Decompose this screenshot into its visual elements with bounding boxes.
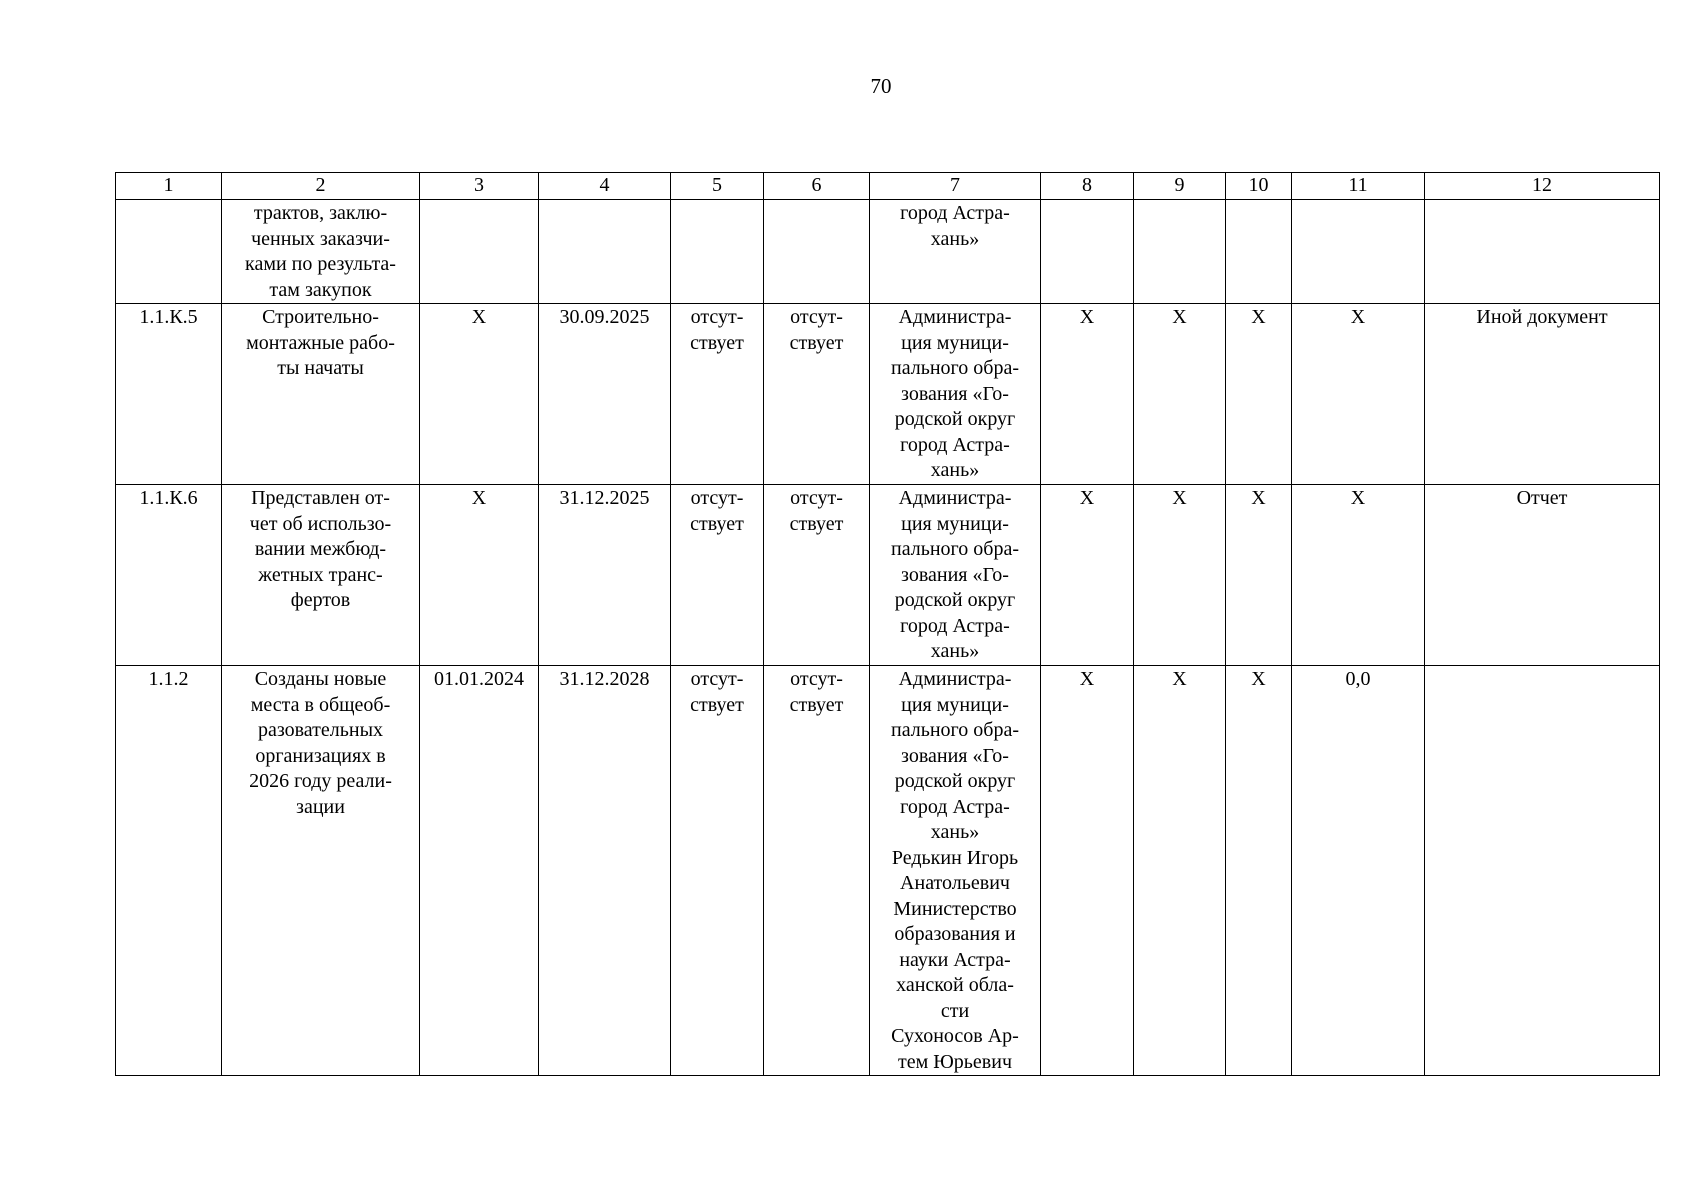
column-number: 7: [870, 173, 1041, 200]
table-cell: отсут- ствует: [671, 304, 764, 485]
table-cell: отсут- ствует: [671, 666, 764, 1076]
table-cell: Отчет: [1425, 485, 1660, 666]
table-cell: [1226, 200, 1292, 304]
table-cell: Х: [1226, 666, 1292, 1076]
table-cell: [1425, 200, 1660, 304]
table-row: [116, 200, 1660, 304]
table-cell: Х: [1226, 485, 1292, 666]
table-cell: город Астра- хань»: [870, 200, 1041, 304]
table-cell: отсут- ствует: [764, 304, 870, 485]
table-cell: Х: [420, 304, 539, 485]
column-number: 3: [420, 173, 539, 200]
column-number: 2: [222, 173, 420, 200]
table-cell: Х: [1292, 304, 1425, 485]
table-cell: [539, 200, 671, 304]
table-cell: [116, 200, 222, 304]
table-cell: Администра- ция муници- пального обра- зования «Го- родской округ город Астра- хань»: [870, 485, 1041, 666]
table-cell: 1.1.К.5: [116, 304, 222, 485]
column-number: 8: [1041, 173, 1134, 200]
table-cell: трактов, заклю- ченных заказчи- ками по результа- там закупок: [222, 200, 420, 304]
column-number: 9: [1134, 173, 1226, 200]
table-cell: [1425, 666, 1660, 1076]
table-cell: 31.12.2028: [539, 666, 671, 1076]
table-cell: отсут- ствует: [764, 485, 870, 666]
column-number: 4: [539, 173, 671, 200]
table-cell: 31.12.2025: [539, 485, 671, 666]
column-number: 1: [116, 173, 222, 200]
table-cell: Х: [1041, 666, 1134, 1076]
plan-table: [115, 172, 1660, 1076]
table-cell: Х: [1292, 485, 1425, 666]
table-cell: Х: [420, 485, 539, 666]
table-row: [116, 485, 1660, 666]
column-number: 12: [1425, 173, 1660, 200]
table-cell: Администра- ция муници- пального обра- зования «Го- родской округ город Астра- хань»: [870, 304, 1041, 485]
table-cell: [1292, 200, 1425, 304]
table-row: [116, 666, 1660, 1076]
table-cell: Администра- ция муници- пального обра- зования «Го- родской округ город Астра- хань» Редькин Игорь Анатольевич Министерство образования и науки Астра- ханской обла- сти Сухоносов Ар- тем Юрьевич: [870, 666, 1041, 1076]
table-cell: 30.09.2025: [539, 304, 671, 485]
table-cell: отсут- ствует: [764, 666, 870, 1076]
column-number: 6: [764, 173, 870, 200]
table-cell: 1.1.К.6: [116, 485, 222, 666]
table-cell: [1134, 200, 1226, 304]
table-cell: Х: [1134, 666, 1226, 1076]
column-number: 5: [671, 173, 764, 200]
table-cell: Строительно- монтажные рабо- ты начаты: [222, 304, 420, 485]
column-number: 11: [1292, 173, 1425, 200]
table-row: [116, 304, 1660, 485]
column-number-row: [116, 173, 1660, 200]
table-cell: 1.1.2: [116, 666, 222, 1076]
table-cell: [1041, 200, 1134, 304]
table-cell: [764, 200, 870, 304]
column-number: 10: [1226, 173, 1292, 200]
table-cell: Х: [1041, 485, 1134, 666]
table-cell: Х: [1134, 485, 1226, 666]
table-cell: Иной документ: [1425, 304, 1660, 485]
table-cell: Созданы новые места в общеоб- разовательных организациях в 2026 году реали- зации: [222, 666, 420, 1076]
table-cell: Х: [1134, 304, 1226, 485]
table-cell: [671, 200, 764, 304]
page-number: 70: [870, 74, 892, 98]
table-cell: Представлен от- чет об использо- вании межбюд- жетных транс- фертов: [222, 485, 420, 666]
table-cell: [420, 200, 539, 304]
table-cell: Х: [1226, 304, 1292, 485]
table-cell: 0,0: [1292, 666, 1425, 1076]
table-cell: Х: [1041, 304, 1134, 485]
table-cell: отсут- ствует: [671, 485, 764, 666]
table-cell: 01.01.2024: [420, 666, 539, 1076]
